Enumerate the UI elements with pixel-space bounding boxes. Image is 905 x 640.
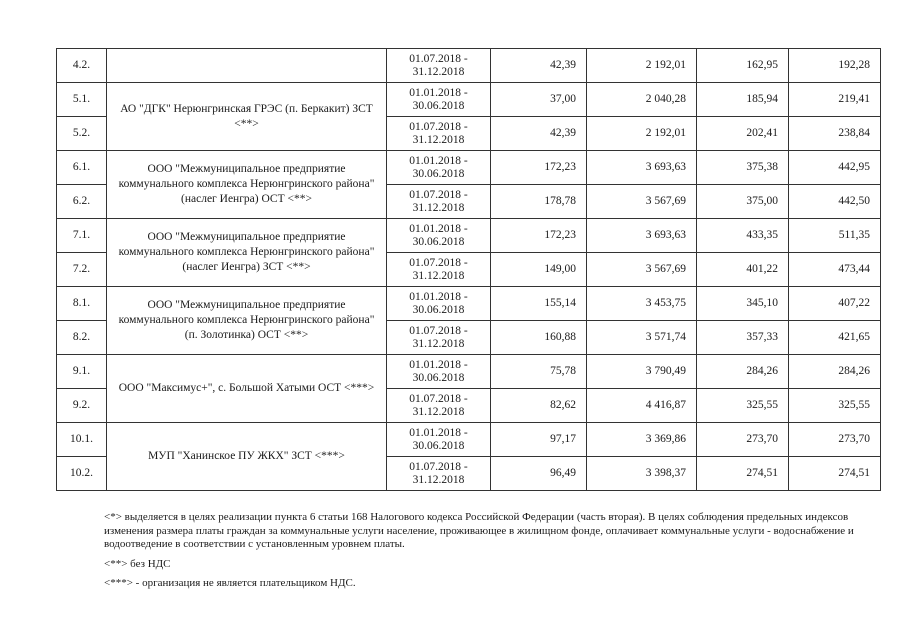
period-cell bbox=[387, 253, 491, 287]
period-start: 01.07.2018 - bbox=[409, 324, 468, 337]
footnote-without-vat: <**> без НДС bbox=[104, 557, 171, 570]
period-cell bbox=[387, 49, 491, 83]
period-start: 01.07.2018 - bbox=[409, 392, 468, 405]
period-start: 01.07.2018 - bbox=[409, 188, 468, 201]
period-end: 30.06.2018 bbox=[412, 371, 465, 384]
value-cell: 274,51 bbox=[789, 457, 881, 491]
table-row bbox=[57, 355, 881, 389]
period-start: 01.01.2018 - bbox=[409, 358, 468, 371]
period-end: 30.06.2018 bbox=[412, 235, 465, 248]
value-cell: 357,33 bbox=[697, 321, 789, 355]
value-cell: 149,00 bbox=[491, 253, 587, 287]
row-number: 9.2. bbox=[57, 389, 107, 423]
value-cell: 442,50 bbox=[789, 185, 881, 219]
value-cell: 345,10 bbox=[697, 287, 789, 321]
period-end: 30.06.2018 bbox=[412, 439, 465, 452]
footnote-vat-explanation: <*> выделяется в целях реализации пункта 6 статьи 168 Налогового кодекса Российской Федерации (часть вторая). В целях соблюдения предельных индексов изменения размера платы граждан за коммунальные услуги население, проживающее в жилищном фонде, оплачивает коммунальные услуги - водоснабжение и водоотведение в соответствии с установленным уровнем платы. bbox=[104, 511, 854, 550]
organization-cell: АО "ДГК" Нерюнгринская ГРЭС (п. Беркакит) ЗСТ <**> bbox=[107, 83, 387, 151]
value-cell: 284,26 bbox=[697, 355, 789, 389]
tariff-table bbox=[56, 48, 881, 491]
value-cell: 3 790,49 bbox=[587, 355, 697, 389]
value-cell: 3 567,69 bbox=[587, 253, 697, 287]
period-cell bbox=[387, 457, 491, 491]
value-cell: 96,49 bbox=[491, 457, 587, 491]
value-cell: 3 571,74 bbox=[587, 321, 697, 355]
footnotes bbox=[104, 511, 864, 597]
period-cell bbox=[387, 321, 491, 355]
value-cell: 3 453,75 bbox=[587, 287, 697, 321]
row-number: 10.2. bbox=[57, 457, 107, 491]
period-start: 01.01.2018 - bbox=[409, 290, 468, 303]
period-start: 01.07.2018 - bbox=[409, 120, 468, 133]
period-cell bbox=[387, 219, 491, 253]
value-cell: 160,88 bbox=[491, 321, 587, 355]
table-row bbox=[57, 83, 881, 117]
value-cell: 2 192,01 bbox=[587, 117, 697, 151]
value-cell: 511,35 bbox=[789, 219, 881, 253]
value-cell: 172,23 bbox=[491, 151, 587, 185]
value-cell: 375,38 bbox=[697, 151, 789, 185]
value-cell: 97,17 bbox=[491, 423, 587, 457]
period-end: 30.06.2018 bbox=[412, 167, 465, 180]
period-cell bbox=[387, 423, 491, 457]
period-cell bbox=[387, 355, 491, 389]
table-row bbox=[57, 287, 881, 321]
organization-cell: ООО "Межмуниципальное предприятие коммунального комплекса Нерюнгринского района" (п. Золотинка) ОСТ <**> bbox=[107, 287, 387, 355]
value-cell: 178,78 bbox=[491, 185, 587, 219]
row-number: 6.2. bbox=[57, 185, 107, 219]
row-number: 5.2. bbox=[57, 117, 107, 151]
period-cell bbox=[387, 117, 491, 151]
period-cell bbox=[387, 83, 491, 117]
value-cell: 325,55 bbox=[789, 389, 881, 423]
value-cell: 442,95 bbox=[789, 151, 881, 185]
value-cell: 219,41 bbox=[789, 83, 881, 117]
row-number: 10.1. bbox=[57, 423, 107, 457]
row-number: 9.1. bbox=[57, 355, 107, 389]
value-cell: 172,23 bbox=[491, 219, 587, 253]
value-cell: 3 693,63 bbox=[587, 151, 697, 185]
row-number: 8.1. bbox=[57, 287, 107, 321]
value-cell: 2 192,01 bbox=[587, 49, 697, 83]
period-end: 31.12.2018 bbox=[412, 473, 465, 486]
period-start: 01.07.2018 - bbox=[409, 460, 468, 473]
row-number: 4.2. bbox=[57, 49, 107, 83]
period-start: 01.07.2018 - bbox=[409, 52, 468, 65]
period-end: 31.12.2018 bbox=[412, 405, 465, 418]
value-cell: 284,26 bbox=[789, 355, 881, 389]
table-row bbox=[57, 219, 881, 253]
table-row bbox=[57, 151, 881, 185]
period-cell bbox=[387, 185, 491, 219]
period-start: 01.07.2018 - bbox=[409, 256, 468, 269]
row-number: 6.1. bbox=[57, 151, 107, 185]
value-cell: 273,70 bbox=[789, 423, 881, 457]
value-cell: 3 693,63 bbox=[587, 219, 697, 253]
value-cell: 4 416,87 bbox=[587, 389, 697, 423]
value-cell: 75,78 bbox=[491, 355, 587, 389]
organization-cell: ООО "Межмуниципальное предприятие коммунального комплекса Нерюнгринского района" (наслег Иенгра) ЗСТ <**> bbox=[107, 219, 387, 287]
row-number: 8.2. bbox=[57, 321, 107, 355]
value-cell: 3 398,37 bbox=[587, 457, 697, 491]
organization-cell: ООО "Максимус+", с. Большой Хатыми ОСТ <***> bbox=[107, 355, 387, 423]
value-cell: 325,55 bbox=[697, 389, 789, 423]
period-end: 30.06.2018 bbox=[412, 99, 465, 112]
organization-cell: ООО "Межмуниципальное предприятие коммунального комплекса Нерюнгринского района" (наслег Иенгра) ОСТ <**> bbox=[107, 151, 387, 219]
value-cell: 155,14 bbox=[491, 287, 587, 321]
value-cell: 375,00 bbox=[697, 185, 789, 219]
row-number: 7.2. bbox=[57, 253, 107, 287]
value-cell: 42,39 bbox=[491, 49, 587, 83]
period-end: 31.12.2018 bbox=[412, 201, 465, 214]
value-cell: 3 369,86 bbox=[587, 423, 697, 457]
period-end: 30.06.2018 bbox=[412, 303, 465, 316]
period-start: 01.01.2018 - bbox=[409, 222, 468, 235]
value-cell: 192,28 bbox=[789, 49, 881, 83]
footnote-not-vat-payer: <***> - организация не является плательщиком НДС. bbox=[104, 577, 356, 589]
value-cell: 421,65 bbox=[789, 321, 881, 355]
value-cell: 42,39 bbox=[491, 117, 587, 151]
period-start: 01.01.2018 - bbox=[409, 154, 468, 167]
value-cell: 407,22 bbox=[789, 287, 881, 321]
value-cell: 185,94 bbox=[697, 83, 789, 117]
row-number: 5.1. bbox=[57, 83, 107, 117]
period-cell bbox=[387, 151, 491, 185]
period-end: 31.12.2018 bbox=[412, 133, 465, 146]
value-cell: 473,44 bbox=[789, 253, 881, 287]
value-cell: 82,62 bbox=[491, 389, 587, 423]
value-cell: 162,95 bbox=[697, 49, 789, 83]
period-start: 01.01.2018 - bbox=[409, 426, 468, 439]
value-cell: 3 567,69 bbox=[587, 185, 697, 219]
table-row bbox=[57, 49, 881, 83]
value-cell: 202,41 bbox=[697, 117, 789, 151]
value-cell: 2 040,28 bbox=[587, 83, 697, 117]
row-number: 7.1. bbox=[57, 219, 107, 253]
organization-cell: МУП "Ханинское ПУ ЖКХ" ЗСТ <***> bbox=[107, 423, 387, 491]
period-start: 01.01.2018 - bbox=[409, 86, 468, 99]
value-cell: 433,35 bbox=[697, 219, 789, 253]
table-row bbox=[57, 423, 881, 457]
period-cell bbox=[387, 287, 491, 321]
value-cell: 274,51 bbox=[697, 457, 789, 491]
period-cell bbox=[387, 389, 491, 423]
value-cell: 401,22 bbox=[697, 253, 789, 287]
period-end: 31.12.2018 bbox=[412, 269, 465, 282]
value-cell: 273,70 bbox=[697, 423, 789, 457]
period-end: 31.12.2018 bbox=[412, 337, 465, 350]
value-cell: 37,00 bbox=[491, 83, 587, 117]
value-cell: 238,84 bbox=[789, 117, 881, 151]
organization-cell bbox=[107, 49, 387, 83]
period-end: 31.12.2018 bbox=[412, 65, 465, 78]
